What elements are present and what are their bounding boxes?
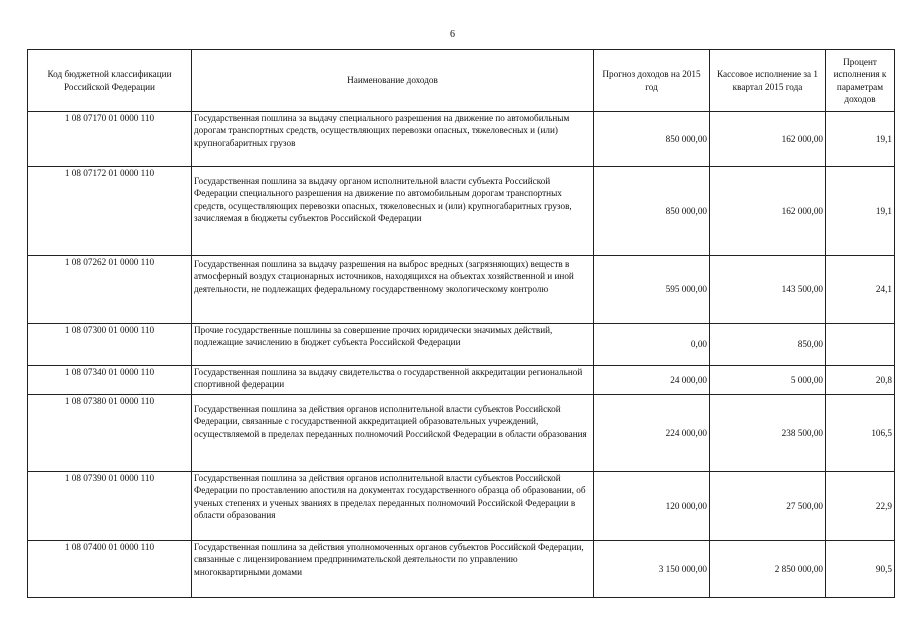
row-code: 1 08 07300 01 0000 110 xyxy=(28,324,192,366)
row-code: 1 08 07262 01 0000 110 xyxy=(28,256,192,324)
row-name: Государственная пошлина за действия органов исполнительной власти субъектов Российской Федерации по проставлению апостиля на документах государственного образца об образовании, об ученых степенях и ученых званиях в пределах переданных полномочий Российской Федерации в области образования xyxy=(192,472,594,541)
row-cash: 238 500,00 xyxy=(710,395,826,472)
row-percent: 20,8 xyxy=(826,366,895,395)
header-name: Наименование доходов xyxy=(192,50,594,112)
table-row xyxy=(28,112,895,167)
row-code: 1 08 07380 01 0000 110 xyxy=(28,395,192,472)
table-row xyxy=(28,366,895,395)
row-code: 1 08 07390 01 0000 110 xyxy=(28,472,192,541)
row-code: 1 08 07172 01 0000 110 xyxy=(28,167,192,256)
row-forecast: 850 000,00 xyxy=(594,112,710,167)
table-row xyxy=(28,395,895,472)
header-forecast: Прогноз доходов на 2015 год xyxy=(594,50,710,112)
row-forecast: 850 000,00 xyxy=(594,167,710,256)
table-row xyxy=(28,324,895,366)
row-name: Государственная пошлина за выдачу разрешения на выброс вредных (загрязняющих) веществ в атмосферный воздух стационарных источников, находящихся на объектах хозяйственной и иной деятельности, не подлежащих федеральному государственному экологическому контролю xyxy=(192,256,594,324)
row-forecast: 24 000,00 xyxy=(594,366,710,395)
row-forecast: 120 000,00 xyxy=(594,472,710,541)
row-cash: 143 500,00 xyxy=(710,256,826,324)
header-cash-execution: Кассовое исполнение за 1 квартал 2015 года xyxy=(710,50,826,112)
row-name: Государственная пошлина за действия органов исполнительной власти субъектов Российской Федерации, связанные с государственной аккредитацией образовательных учреждений, осуществляемой в пределах переданных полномочий Российской Федерации в области образования xyxy=(192,395,594,472)
row-cash: 162 000,00 xyxy=(710,167,826,256)
table-row xyxy=(28,541,895,598)
table-header-row xyxy=(28,50,895,112)
row-cash: 2 850 000,00 xyxy=(710,541,826,598)
row-percent xyxy=(826,324,895,366)
row-name: Государственная пошлина за выдачу свидетельства о государственной аккредитации региональной спортивной федерации xyxy=(192,366,594,395)
row-forecast: 595 000,00 xyxy=(594,256,710,324)
row-cash: 850,00 xyxy=(710,324,826,366)
row-percent: 24,1 xyxy=(826,256,895,324)
row-percent: 90,5 xyxy=(826,541,895,598)
row-name: Государственная пошлина за действия уполномоченных органов субъектов Российской Федерации, связанные с лицензированием предпринимательской деятельности по управлению многоквартирными домами xyxy=(192,541,594,598)
row-name: Государственная пошлина за выдачу специального разрешения на движение по автомобильным дорогам транспортных средств, осуществляющих перевозки опасных, тяжеловесных и (или) крупногабаритных грузов xyxy=(192,112,594,167)
row-cash: 27 500,00 xyxy=(710,472,826,541)
row-percent: 106,5 xyxy=(826,395,895,472)
row-code: 1 08 07400 01 0000 110 xyxy=(28,541,192,598)
row-cash: 162 000,00 xyxy=(710,112,826,167)
header-code: Код бюджетной классификации Российской Федерации xyxy=(28,50,192,112)
row-name: Прочие государственные пошлины за совершение прочих юридически значимых действий, подлежащие зачислению в бюджет субъекта Российской Федерации xyxy=(192,324,594,366)
row-percent: 22,9 xyxy=(826,472,895,541)
row-cash: 5 000,00 xyxy=(710,366,826,395)
row-code: 1 08 07170 01 0000 110 xyxy=(28,112,192,167)
row-forecast: 0,00 xyxy=(594,324,710,366)
table-row xyxy=(28,167,895,256)
row-code: 1 08 07340 01 0000 110 xyxy=(28,366,192,395)
budget-revenue-table xyxy=(27,49,895,598)
row-forecast: 3 150 000,00 xyxy=(594,541,710,598)
table-row xyxy=(28,256,895,324)
table-row xyxy=(28,472,895,541)
row-percent: 19,1 xyxy=(826,167,895,256)
page-number: 6 xyxy=(450,29,455,40)
row-forecast: 224 000,00 xyxy=(594,395,710,472)
header-percent: Процент исполнения к параметрам доходов xyxy=(826,50,895,112)
row-name: Государственная пошлина за выдачу органом исполнительной власти субъекта Российской Федерации специального разрешения на движение по автомобильным дорогам транспортных средств, осуществляющих перевозки опасных, тяжеловесных и (или) крупногабаритных грузов, зачисляемая в бюджеты субъектов Российской Федерации xyxy=(192,167,594,256)
row-percent: 19,1 xyxy=(826,112,895,167)
